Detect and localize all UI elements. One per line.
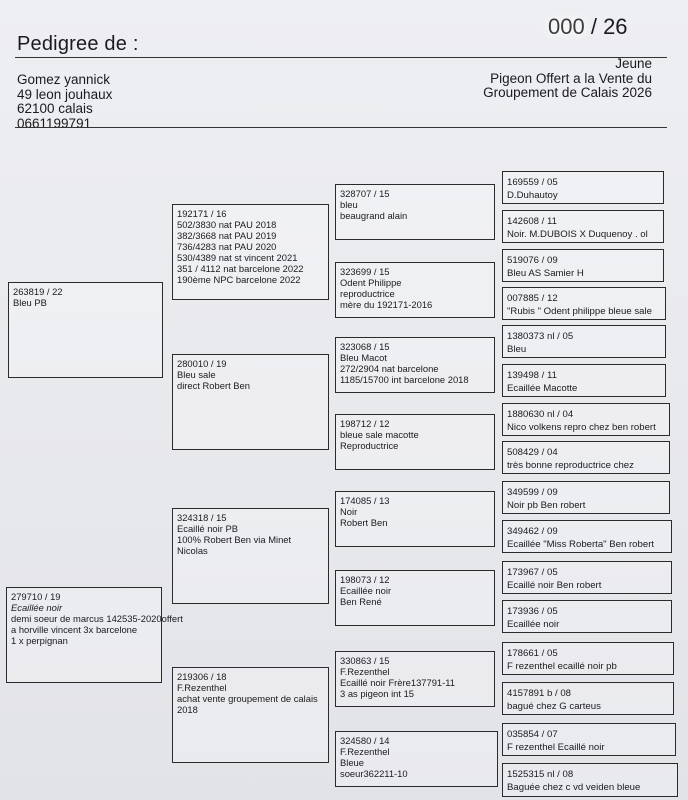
box-line: Ecaillée "Miss Roberta" Ben robert — [507, 539, 655, 550]
box-line: 198712 / 12 — [340, 418, 390, 429]
box-line: 530/4389 nat st vincent 2021 — [177, 252, 298, 263]
pedigree-box-gen4 — [502, 403, 670, 436]
box-line: 324580 / 14 — [340, 735, 390, 746]
pedigree-box-gen4 — [502, 600, 672, 633]
box-line: 508429 / 04 — [507, 447, 558, 458]
box-line: Ecaillée noir — [507, 619, 560, 630]
box-line: 192171 / 16 — [177, 208, 227, 219]
box-line: 1 x perpignan — [11, 635, 68, 646]
box-line: 173967 / 05 — [507, 567, 558, 578]
box-line: 1880630 nl / 04 — [507, 409, 574, 420]
box-line: 280010 / 19 — [177, 358, 227, 369]
box-line: Bleue — [340, 757, 364, 768]
box-line: Bleu AS Samier H — [507, 268, 584, 279]
box-line: 3 as pigeon int 15 — [340, 688, 415, 699]
pedigree-box-gen4 — [502, 287, 666, 320]
pedigree-box-gen4 — [502, 520, 672, 553]
pedigree-box-gen4 — [502, 682, 674, 715]
owner-phone: 0661199791 — [17, 115, 92, 131]
box-line: Nico volkens repro chez ben robert — [507, 422, 656, 433]
box-line: F rezenthel Ecaillé noir — [507, 742, 605, 753]
box-line: 736/4283 nat PAU 2020 — [177, 241, 277, 252]
pedigree-box-gen4 — [502, 481, 670, 514]
box-line: achat vente groupement de calais — [177, 693, 318, 704]
box-line: 349462 / 09 — [507, 526, 558, 537]
box-line: Ecaillé noir Frère137791-11 — [340, 677, 455, 688]
box-line: 323068 / 15 — [340, 341, 390, 352]
owner-name: Gomez yannick — [17, 72, 111, 87]
offer-block — [483, 57, 652, 101]
owner-divider — [15, 127, 667, 128]
offer-line-3: Groupement de Calais 2026 — [483, 85, 652, 100]
box-line: 502/3830 nat PAU 2018 — [177, 219, 277, 230]
box-line: 1525315 nl / 08 — [507, 769, 574, 780]
box-line: Bleu — [507, 344, 527, 355]
box-line: Baguée chez c vd veiden bleue — [507, 782, 641, 793]
pedigree-box-gen2 — [172, 508, 329, 604]
pedigree-box-gen2 — [172, 204, 329, 300]
box-line: direct Robert Ben — [177, 380, 250, 391]
pedigree-box-gen2 — [172, 354, 329, 450]
pedigree-box-dam — [6, 587, 183, 683]
box-line: Noir. M.DUBOIS X Duquenoy . ol — [507, 229, 648, 240]
pedigree-box-gen3 — [335, 262, 495, 318]
box-line: Noir pb Ben robert — [507, 500, 586, 511]
box-line: 174085 / 13 — [340, 495, 390, 506]
box-line: F.Rezenthel — [177, 682, 227, 693]
box-line: 263819 / 22 — [13, 286, 63, 297]
pedigree-box-gen2 — [172, 667, 329, 763]
pedigree-box-gen4 — [502, 763, 678, 797]
box-line: Ben René — [340, 596, 382, 607]
pedigree-box-gen4 — [502, 642, 674, 675]
box-line: 139498 / 11 — [507, 370, 557, 381]
box-line: 1185/15700 int barcelone 2018 — [340, 374, 469, 385]
box-line: 100% Robert Ben via Minet — [177, 534, 292, 545]
box-line: F.Rezenthel — [340, 666, 390, 677]
offer-line-1: Jeune — [615, 56, 652, 71]
box-line: "Rubis " Odent philippe bleue sale — [507, 306, 652, 317]
box-line: très bonne reproductrice chez — [507, 460, 634, 471]
box-line: 142608 / 11 — [507, 216, 557, 227]
pedigree-box-gen3 — [335, 491, 495, 547]
box-line: 272/2904 nat barcelone — [340, 363, 439, 374]
box-line: Ecaillé noir PB — [177, 523, 238, 534]
box-line: Odent Philippe — [340, 277, 402, 288]
pedigree-box-gen3 — [335, 414, 495, 470]
box-line: Reproductrice — [340, 440, 399, 451]
box-line: bleue sale macotte — [340, 429, 419, 440]
box-line: D.Duhautoy — [507, 190, 558, 201]
box-line: bleu — [340, 199, 358, 210]
pedigree-box-gen4 — [502, 249, 664, 282]
owner-block — [17, 73, 112, 131]
box-line: Ecaillé noir Ben robert — [507, 580, 602, 591]
offer-line-2: Pigeon Offert a la Vente du — [490, 70, 652, 86]
document-number-suffix: / 26 — [590, 14, 628, 39]
box-line: 324318 / 15 — [177, 512, 227, 523]
pedigree-box-gen3 — [335, 570, 495, 626]
box-line: 178661 / 05 — [507, 648, 558, 659]
owner-address: 49 leon jouhaux — [17, 86, 113, 102]
box-line: Bleu sale — [177, 369, 216, 380]
box-line: bagué chez G carteus — [507, 701, 601, 712]
document-number-prefix: 000 — [548, 14, 585, 39]
pedigree-box-gen4 — [502, 325, 666, 358]
box-line: 351 / 4112 nat barcelone 2022 — [177, 263, 304, 274]
box-line: Bleu PB — [13, 297, 47, 308]
pedigree-box-sire — [8, 282, 163, 378]
box-line: beaugrand alain — [340, 210, 408, 221]
box-line: 173936 / 05 — [507, 606, 558, 617]
pedigree-box-gen3 — [335, 184, 495, 240]
box-line: Nicolas — [177, 545, 208, 556]
box-line: 279710 / 19 — [11, 591, 61, 602]
box-line: 190ème NPC barcelone 2022 — [177, 274, 301, 285]
page-title: Pedigree de : — [17, 33, 139, 55]
pedigree-box-gen4 — [502, 171, 664, 204]
box-line: Robert Ben — [340, 517, 388, 528]
box-line: Bleu Macot — [340, 352, 387, 363]
box-line: reproductrice — [340, 288, 395, 299]
box-line: Ecaillée noir — [340, 585, 392, 596]
box-line: 328707 / 15 — [340, 188, 390, 199]
box-line: Ecaillée noir — [11, 602, 63, 613]
box-line: 007885 / 12 — [507, 293, 558, 304]
box-line: 519076 / 09 — [507, 255, 558, 266]
box-line: 198073 / 12 — [340, 574, 390, 585]
box-line: 323699 / 15 — [340, 266, 390, 277]
box-line: a horville vincent 3x barcelone — [11, 624, 138, 635]
box-line: 330863 / 15 — [340, 655, 390, 666]
box-line: Noir — [340, 506, 358, 517]
box-line: demi soeur de marcus 142535-2020offert — [11, 613, 183, 624]
document-number — [548, 14, 628, 40]
pedigree-box-gen3 — [335, 337, 495, 393]
box-line: 035854 / 07 — [507, 729, 558, 740]
pedigree-box-gen4 — [502, 561, 672, 594]
box-line: Ecaillée Macotte — [507, 383, 578, 394]
pedigree-box-gen3 — [335, 731, 498, 787]
box-line: F rezenthel ecaillé noir pb — [507, 661, 617, 672]
box-line: mère du 192171-2016 — [340, 299, 433, 310]
box-line: 169559 / 05 — [507, 177, 558, 188]
box-line: 219306 / 18 — [177, 671, 227, 682]
owner-city: 62100 calais — [17, 101, 93, 116]
pedigree-box-gen3 — [335, 651, 495, 707]
pedigree-box-gen4 — [502, 210, 664, 243]
box-line: F.Rezenthel — [340, 746, 390, 757]
box-line: 4157891 b / 08 — [507, 688, 572, 699]
box-line: 382/3668 nat PAU 2019 — [177, 230, 277, 241]
box-line: 1380373 nl / 05 — [507, 331, 574, 342]
box-line: soeur362211-10 — [340, 768, 408, 779]
pedigree-box-gen4 — [502, 364, 666, 397]
box-line: 2018 — [177, 704, 198, 715]
box-line: 349599 / 09 — [507, 487, 558, 498]
pedigree-box-gen4 — [502, 723, 676, 756]
pedigree-box-gen4 — [502, 441, 670, 474]
